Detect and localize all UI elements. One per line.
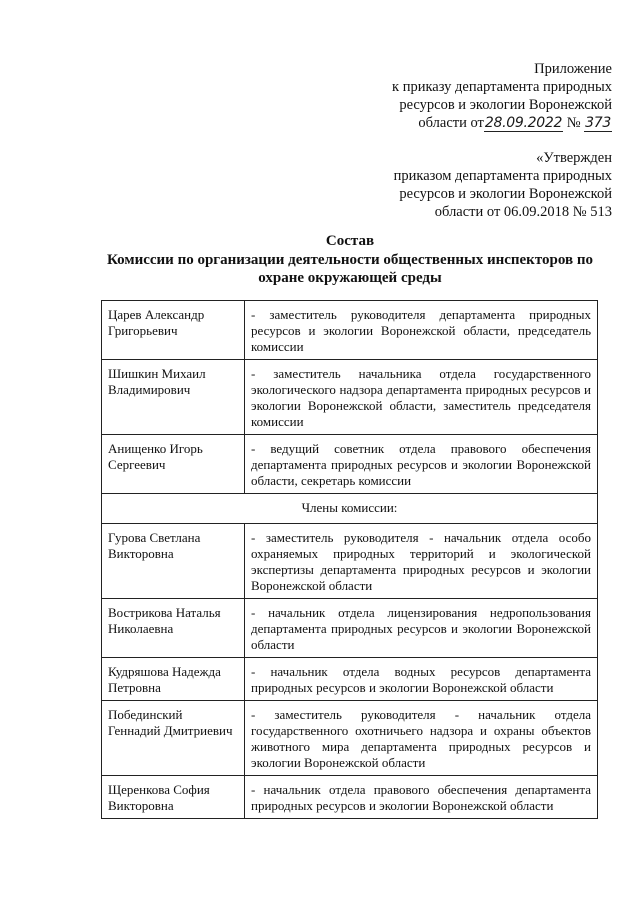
approval-block: [330, 149, 612, 221]
appendix-line-2: к приказу департамента природных: [392, 79, 612, 95]
table-row: [102, 360, 598, 435]
table-row: [102, 435, 598, 494]
approval-line-3: ресурсов и экологии Воронежской: [399, 186, 612, 202]
member-name: Анищенко Игорь Сергеевич: [102, 435, 245, 494]
member-name: Щеренкова София Викторовна: [102, 776, 245, 819]
appendix-date-line: [330, 114, 612, 132]
table-row: [102, 301, 598, 360]
approval-line-2: приказом департамента природных: [393, 168, 612, 184]
member-role: - заместитель руководителя департамента природных ресурсов и экологии Воронежской области, председатель комиссии: [245, 301, 598, 360]
member-role: - начальник отдела водных ресурсов департамента природных ресурсов и экологии Воронежской области: [245, 658, 598, 701]
table-row: [102, 701, 598, 776]
approval-line-1: «Утвержден: [536, 150, 612, 166]
table-row: [102, 599, 598, 658]
member-role: - ведущий советник отдела правового обеспечения департамента природных ресурсов и экологии Воронежской области, секретарь комиссии: [245, 435, 598, 494]
member-name: Побединский Геннадий Дмитриевич: [102, 701, 245, 776]
member-role: - заместитель начальника отдела государственного экологического надзора департамента природных ресурсов и экологии Воронежской области, заместитель председателя комиссии: [245, 360, 598, 435]
table-row: [102, 524, 598, 599]
appendix-block: [330, 60, 612, 132]
commission-table: [101, 300, 598, 819]
approval-line-4: области от 06.09.2018 № 513: [434, 204, 612, 220]
member-role: - заместитель руководителя - начальник отдела особо охраняемых природных территорий и экологической экспертизы департамента природных ресурсов и экологии Воронежской области: [245, 524, 598, 599]
member-role: - начальник отдела лицензирования недропользования департамента природных ресурсов и экологии Воронежской области: [245, 599, 598, 658]
member-name: Кудряшова Надежда Петровна: [102, 658, 245, 701]
members-section-header: Члены комиссии:: [102, 494, 598, 524]
handwritten-number: 373: [585, 115, 611, 131]
member-name: Шишкин Михаил Владимирович: [102, 360, 245, 435]
appendix-number-prefix: №: [566, 115, 581, 131]
member-role: - заместитель руководителя - начальник отдела государственного охотничьего надзора и охраны объектов животного мира департамента природных ресурсов и экологии Воронежской области: [245, 701, 598, 776]
document-subtitle: Комиссии по организации деятельности общественных инспекторов по охране окружающей среды: [107, 252, 593, 286]
document-title: Состав: [325, 233, 375, 249]
member-role: - начальник отдела правового обеспечения департамента природных ресурсов и экологии Воронежской области: [245, 776, 598, 819]
appendix-date-prefix: области от: [418, 115, 484, 131]
members-section-row: [102, 494, 598, 524]
member-name: Царев Александр Григорьевич: [102, 301, 245, 360]
member-name: Вострикова Наталья Николаевна: [102, 599, 245, 658]
appendix-line-1: Приложение: [534, 61, 612, 77]
member-name: Гурова Светлана Викторовна: [102, 524, 245, 599]
handwritten-date: 28.09.2022: [484, 115, 563, 131]
table-row: [102, 658, 598, 701]
appendix-line-3: ресурсов и экологии Воронежской: [399, 97, 612, 113]
table-row: [102, 776, 598, 819]
